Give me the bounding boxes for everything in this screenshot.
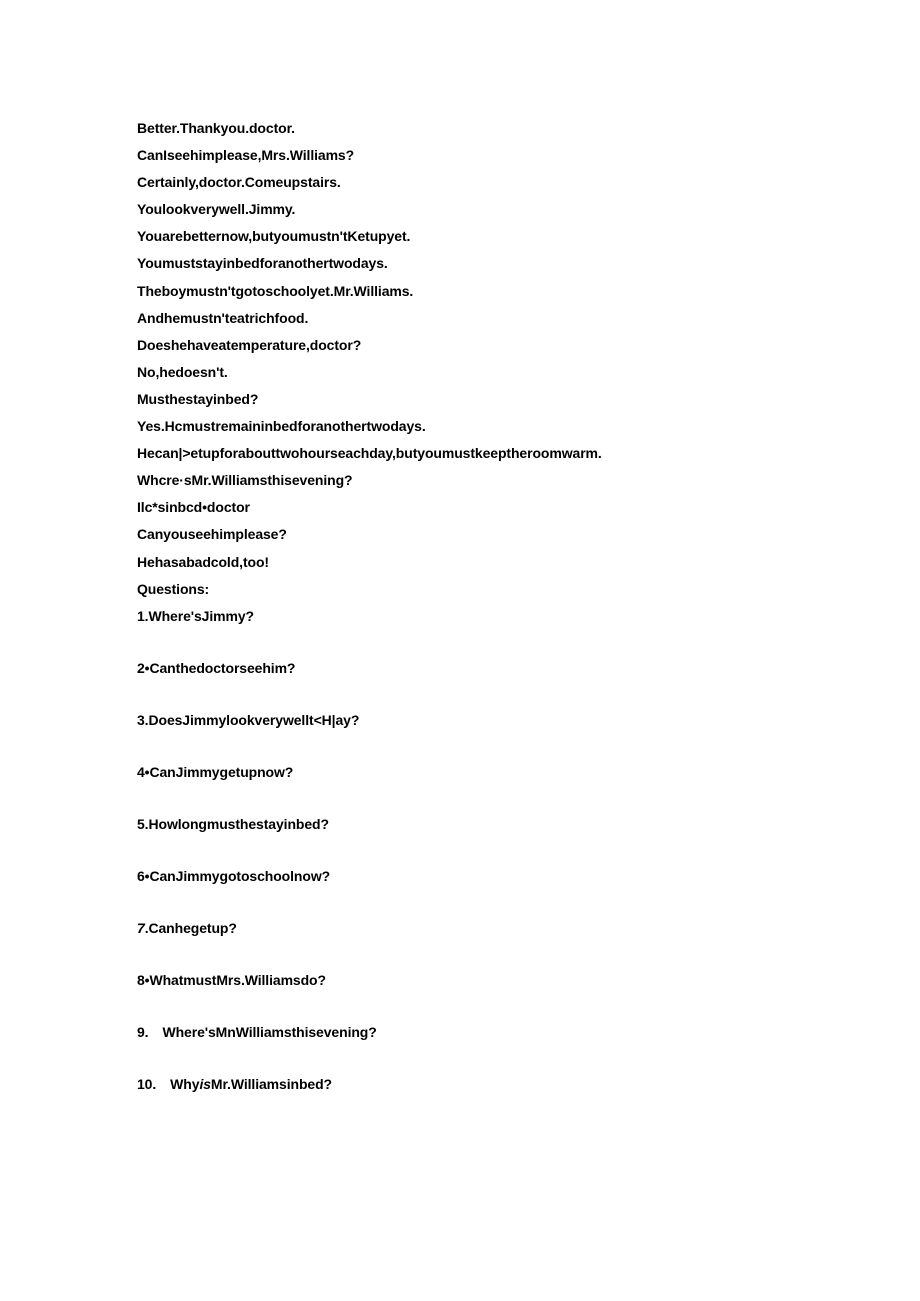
question-text-italic: is — [199, 1075, 211, 1092]
dialogue-line: Youlookverywell.Jimmy. — [137, 201, 296, 218]
dialogue-line: Yes.Hcmustremaininbedforanothertwodays. — [137, 418, 426, 435]
dialogue-line: Doeshehaveatemperature,doctor? — [137, 336, 362, 353]
question-item: 1.Where'sJimmy? — [137, 607, 254, 624]
question-text: Why — [170, 1075, 200, 1092]
dialogue-line: Musthestayinbed? — [137, 390, 259, 407]
question-text: Mr.Williamsinbed? — [210, 1075, 333, 1092]
questions-heading: Questions: — [137, 580, 210, 597]
dialogue-line: Canyouseehimplease? — [137, 526, 287, 543]
dialogue-line: Hecan|>etupforabouttwohourseachday,butyoumustkeeptheroomwarm. — [137, 445, 602, 462]
dialogue-line: Better.Thankyou.doctor. — [137, 120, 295, 136]
question-item: 5.Howlongmusthestayinbed? — [137, 815, 329, 832]
question-number: 7 — [137, 919, 145, 936]
document-page — [137, 115, 857, 1123]
dialogue-line: Hehasabadcold,too! — [137, 553, 269, 570]
question-item — [137, 1019, 857, 1071]
question-item: 6•CanJimmygotoschoolnow? — [137, 867, 331, 884]
question-item — [137, 1071, 857, 1123]
dialogue-line: Certainly,doctor.Comeupstairs. — [137, 174, 341, 191]
question-text: .Canhegetup? — [144, 919, 237, 936]
dialogue-line: Whcre·sMr.Williamsthisevening? — [137, 472, 353, 489]
question-number: 10. — [137, 1075, 157, 1092]
dialogue-line: Youarebetternow,butyoumustn'tKetupyet. — [137, 228, 411, 245]
question-item: 2•Canthedoctorseehim? — [137, 659, 296, 676]
question-item: 8•WhatmustMrs.Williamsdo? — [137, 971, 326, 988]
question-text: Where'sMnWilliamsthisevening? — [162, 1023, 377, 1040]
dialogue-line: Theboymustn'tgotoschoolyet.Mr.Williams. — [137, 282, 414, 299]
question-number: 9. — [137, 1023, 149, 1040]
dialogue-line: Andhemustn'teatrichfood. — [137, 309, 309, 326]
dialogue-line: Ilc*sinbcd•doctor — [137, 499, 250, 516]
dialogue-line: Youmuststayinbedforanothertwodays. — [137, 255, 388, 272]
dialogue-section — [137, 115, 857, 603]
question-item: 4•CanJimmygetupnow? — [137, 763, 294, 780]
questions-list — [137, 603, 857, 1123]
question-item: 3.DoesJimmylookverywellt<H|ay? — [137, 711, 360, 728]
dialogue-line: No,hedoesn't. — [137, 363, 228, 380]
question-item — [137, 915, 857, 967]
dialogue-line: CanIseehimplease,Mrs.Williams? — [137, 147, 355, 164]
